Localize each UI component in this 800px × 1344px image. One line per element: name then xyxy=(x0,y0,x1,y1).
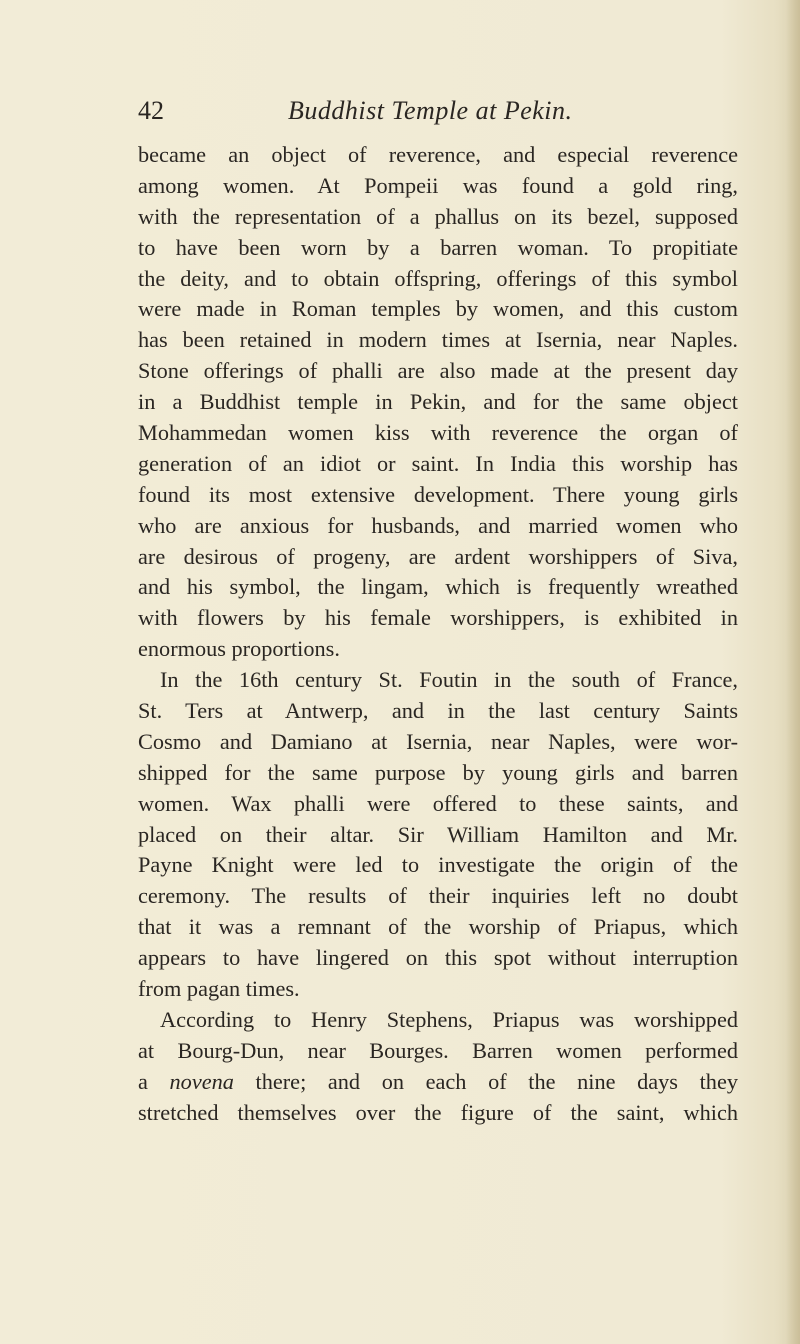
text-line: among women. At Pompeii was found a gold ring, xyxy=(138,172,738,198)
text-line: stretched themselves over the figure of the saint, which xyxy=(138,1099,738,1125)
text-fragment: there; and on each of the nine days they xyxy=(233,1068,738,1094)
text-line: enormous proportions. xyxy=(138,636,340,662)
text-line: appears to have lingered on this spot without interruption xyxy=(138,945,738,971)
text-line: to have been worn by a barren woman. To propitiate xyxy=(138,234,738,260)
text-fragment: a xyxy=(138,1068,170,1094)
text-line: were made in Roman temples by women, and this custom xyxy=(138,296,738,322)
text-line: are desirous of progeny, are ardent worshippers of Siva, xyxy=(138,543,738,569)
text-line: that it was a remnant of the worship of Priapus, which xyxy=(138,914,738,940)
text-line: found its most extensive development. There young girls xyxy=(138,481,738,507)
text-line: at Bourg-Dun, near Bourges. Barren women performed xyxy=(138,1037,738,1063)
text-line: who are anxious for husbands, and married women who xyxy=(138,512,738,538)
text-line: generation of an idiot or saint. In India this worship has xyxy=(138,450,738,476)
text-line: in a Buddhist temple in Pekin, and for the same object xyxy=(138,389,738,415)
text-line: with the representation of a phallus on its bezel, supposed xyxy=(138,203,738,229)
running-title: Buddhist Temple at Pekin. xyxy=(288,96,573,125)
text-line: from pagan times. xyxy=(138,976,300,1002)
text-line-with-italic xyxy=(138,1067,738,1098)
text-line: shipped for the same purpose by young girls and barren xyxy=(138,759,738,785)
page-number: 42 xyxy=(138,96,164,125)
italic-term-novena: novena xyxy=(169,1068,234,1094)
text-line: has been retained in modern times at Isernia, near Naples. xyxy=(138,327,738,353)
text-line: Payne Knight were led to investigate the origin of the xyxy=(138,852,738,878)
text-line: ceremony. The results of their inquiries left no doubt xyxy=(138,883,738,909)
text-line: placed on their altar. Sir William Hamilton and Mr. xyxy=(138,821,738,847)
text-line: According to Henry Stephens, Priapus was worshipped xyxy=(160,1006,738,1032)
running-head xyxy=(138,96,738,136)
text-line: the deity, and to obtain offspring, offerings of this symbol xyxy=(138,265,738,291)
text-line: became an object of reverence, and especial reverence xyxy=(138,142,738,167)
text-line: Cosmo and Damiano at Isernia, near Naples, were wor- xyxy=(138,728,738,754)
text-line: and his symbol, the lingam, which is frequently wreathed xyxy=(138,574,738,600)
text-line: In the 16th century St. Foutin in the south of France, xyxy=(160,667,738,693)
text-line: Mohammedan women kiss with reverence the organ of xyxy=(138,420,738,446)
body-text xyxy=(138,140,738,1129)
page-edge-shadow xyxy=(786,0,800,1344)
text-line: women. Wax phalli were offered to these saints, and xyxy=(138,790,738,816)
text-line: Stone offerings of phalli are also made at the present day xyxy=(138,358,738,384)
text-line: St. Ters at Antwerp, and in the last century Saints xyxy=(138,698,738,724)
text-line: with flowers by his female worshippers, is exhibited in xyxy=(138,605,738,631)
